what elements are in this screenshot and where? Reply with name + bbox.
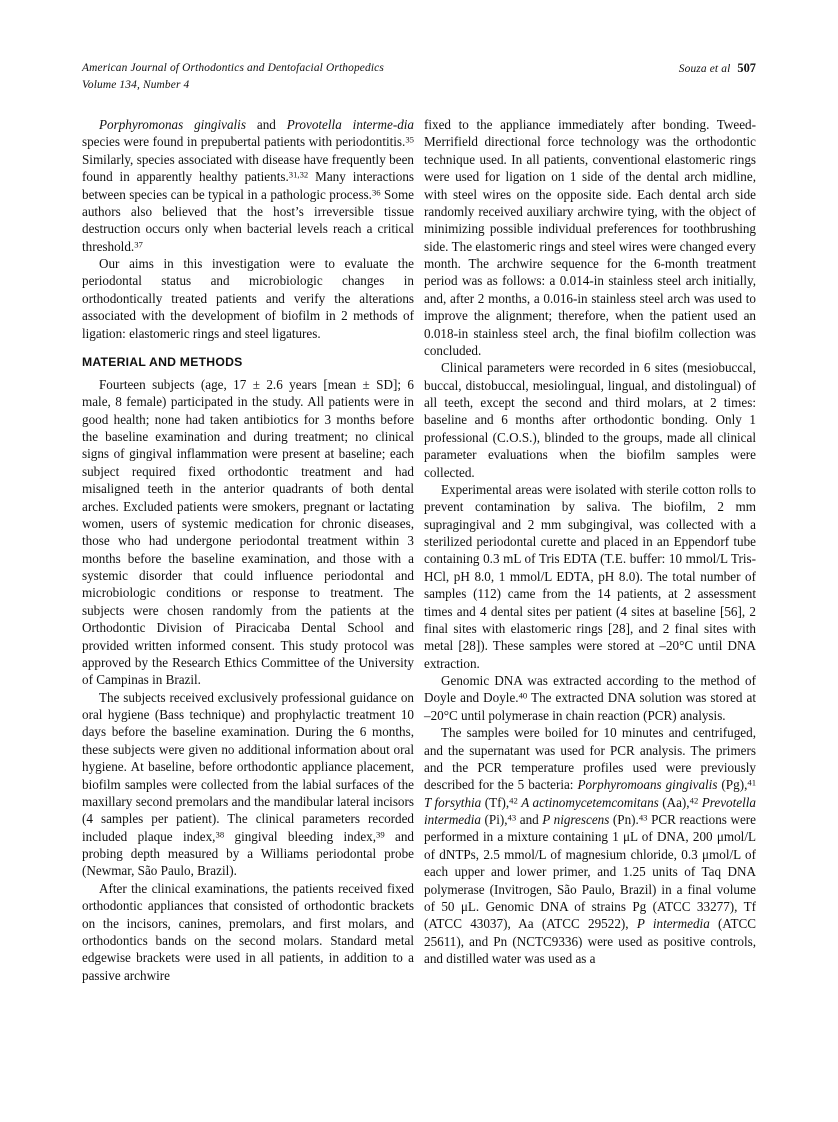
reference-marker: 39 <box>376 828 385 839</box>
italic-term: T forsythia <box>424 794 482 810</box>
italic-term: Porphyromonas gingivalis <box>99 117 246 132</box>
reference-marker: 38 <box>215 828 225 839</box>
text-run: Genomic DNA was extracted according to the method of Doyle and Doyle. <box>424 673 756 706</box>
text-run: Some authors also believed that the host’s irreversible tissue destruction occurs only when bacterial levels reach a critical threshold. <box>82 186 414 254</box>
left-paragraphs-after-heading <box>82 376 414 984</box>
right-paragraphs <box>424 116 756 967</box>
italic-term: Prevotella intermedia <box>424 794 756 827</box>
reference-marker: 43 <box>638 812 648 823</box>
left-paragraphs-before-heading <box>82 116 414 342</box>
text-run: fixed to the appliance immediately after bonding. Tweed-Merrifield directional force technology was the orthodontic technique used. In all patients, conventional elastomeric rings were used for ligation on 1 side of the dental arch midline, with steel wires on the opposite side. Each dental arch side randomly received auxiliary archwire tying, with the object of minimizing possible individual preferences for toothbrushing side. The elastomeric rings and steel wires were changed every month. The archwire sequence for the 6-month treatment period was as follows: a 0.014-in stainless steel arch initially, and, after 2 months, a 0.016-in stainless steel arch was used to improve the alignment; therefore, when the patient used an 0.018-in stainless steel arch, the final biofilm collection was concluded. <box>424 117 756 358</box>
text-run: The extracted DNA solution was stored at –20°C until polymerase in chain reaction (PCR) analysis. <box>424 690 756 723</box>
authors-citation: Souza et al <box>678 63 731 75</box>
para-porphyromonas <box>82 116 414 255</box>
reference-marker: 42 <box>509 794 518 805</box>
text-run: Experimental areas were isolated with sterile cotton rolls to prevent contamination by saliva. The biofilm, 2 mm supragingival and 2 mm subgingival, was collected with a sterilized periodontal curette and placed in an Eppendorf tube containing 0.3 mL of Tris EDTA (T.E. buffer: 10 mmol/L Tris-HCl, pH 8.0, 1 mmol/L EDTA, pH 8.0). The total number of samples (112) came from the 14 patients, at 2 assessment times and 4 dental sites per patient (4 sites at baseline [56], 2 final sites with elastomeric rings [28], and 2 final sites with metal [28]). These samples were stored at –20°C until DNA extraction. <box>424 481 756 671</box>
text-run: After the clinical examinations, the patients received fixed orthodontic appliances that consisted of orthodontic brackets on the incisors, canines, premolars, and first molars, and orthodontics bands on the second molars. Standard metal edgewise brackets were used in all patients, in addition to a passive archwire <box>82 880 414 983</box>
reference-marker: 43 <box>507 812 517 823</box>
text-run: PCR reactions were performed in a mixture containing 1 μL of DNA, 200 μmol/L of dNTPs, 2.5 mmol/L of magnesium chloride, 0.3 μmol/L of each upper and lower primer, and 1.25 units of Taq DNA polymerase (Invitrogen, São Paulo, Brazil) in a final volume of 50 μL. Genomic DNA of strains Pg (ATCC 33277), Tf (ATCC 43037), Aa (ATCC 29522), <box>424 812 756 932</box>
italic-term: P intermedia <box>636 916 710 932</box>
text-run: (Pi), <box>480 812 508 827</box>
text-run: and probing depth measured by a Williams periodontal probe (Newmar, São Paulo, Brazil). <box>82 828 415 879</box>
reference-marker: 42 <box>689 794 699 805</box>
text-run: gingival bleeding index, <box>224 828 377 844</box>
italic-term: dia <box>397 117 414 132</box>
text-run: (ATCC 25611), and Pn (NCTC9336) were used as positive controls, and distilled water was used as a <box>424 916 757 966</box>
text-run: and <box>516 812 543 827</box>
italic-term: Provotella interme- <box>286 117 398 132</box>
italic-term: P nigrescens <box>542 812 610 827</box>
journal-volume-issue: Volume 134, Number 4 <box>82 78 190 91</box>
para-clinical-params <box>424 359 756 481</box>
column-left <box>82 116 414 984</box>
running-head-authors-page <box>679 60 756 78</box>
italic-term: Porphyromoans gingivalis <box>577 777 718 793</box>
para-aims <box>82 255 414 342</box>
para-guidance <box>82 689 414 880</box>
running-head <box>82 60 756 94</box>
para-appliances <box>82 880 414 984</box>
reference-marker: 31,32 <box>288 169 309 180</box>
reference-marker: 36 <box>371 186 381 197</box>
text-run: and <box>245 117 287 132</box>
reference-marker: 35 <box>405 134 414 145</box>
italic-term: A actinomycetemcomitans <box>521 794 659 810</box>
text-run: (Pn). <box>609 812 639 827</box>
text-run: (Tf), <box>481 794 510 810</box>
text-run: species were found in prepubertal patients with periodontitis. <box>82 134 406 150</box>
page-number: 507 <box>737 61 756 75</box>
text-run: Fourteen subjects (age, 17 ± 2.6 years [mean ± SD]; 6 male, 8 female) participated in the study. All patients were in good health; none had taken antibiotics for 3 months before the baseline examination and during treatment; no clinical signs of gingival inflammation were present at baseline; each subject required fixed orthodontic treatment and had misaligned teeth in the anterior quadrants of both dental arches. Excluded patients were smokers, pregnant or lactating women, users of systemic medication for chronic diseases, those who had undergone periodontal treatment within 3 months before the baseline examination, and those with a systemic disorder that could influence periodontal and microbiologic conditions or response to treatment. The subjects were chosen randomly from the patients at the Orthodontic Division of Piracicaba Dental School and provided written informed consent. This study protocol was approved by the Research Ethics Committee of the University of Campinas in Brazil. <box>82 376 414 688</box>
reference-marker: 40 <box>518 690 528 701</box>
text-run: (Aa), <box>658 794 690 810</box>
section-heading-material-and-methods: MATERIAL AND METHODS <box>82 354 243 369</box>
para-subjects <box>82 376 414 689</box>
para-appliance-cont <box>424 116 756 359</box>
reference-marker: 41 <box>747 777 757 788</box>
text-run: Our aims in this investigation were to evaluate the periodontal status and microbiologic changes in orthodontically treated patients and verify the alterations associated with the development of biofilm in 2 methods of ligation: elastomeric rings and steel ligatures. <box>82 256 414 341</box>
text-run: Many interactions between species can be typical in a pathologic process. <box>82 169 415 202</box>
text-run: The subjects received exclusively professional guidance on oral hygiene (Bass technique) and prophylactic treatment 10 days before the baseline examination. During the 6 months, these subjects were given no additional information about oral hygiene. At baseline, before orthodontic appliance placement, biofilm samples were collected from the labial surfaces of the maxillary second premolars and the mandibular lateral incisors (4 samples per patient). The clinical parameters recorded included plaque index, <box>82 689 414 844</box>
running-head-journal <box>82 60 384 93</box>
para-genomic-dna <box>424 672 756 724</box>
text-run: Similarly, species associated with disease have frequently been found in apparently healthy patients. <box>82 151 414 185</box>
text-run: Clinical parameters were recorded in 6 sites (mesiobuccal, buccal, distobuccal, mesiolingual, lingual, and distolingual) of all teeth, except the second and third molars, at 2 times: baseline and 6 months after orthodontic bonding. Only 1 professional (C.O.S.), blinded to the groups, made all clinical parameter evaluations when the biofilm samples were collected. <box>424 360 756 480</box>
text-run: The samples were boiled for 10 minutes and centrifuged, and the supernatant was used for PCR analysis. The primers and the PCR temperature profiles used were previously described for the 5 bacteria: <box>424 725 756 793</box>
text-run: (Pg), <box>717 777 748 793</box>
para-experimental <box>424 481 756 672</box>
journal-title: American Journal of Orthodontics and Dentofacial Orthopedics <box>82 62 384 74</box>
reference-marker: 37 <box>134 238 143 249</box>
para-pcr <box>424 724 756 967</box>
column-right <box>424 116 756 967</box>
